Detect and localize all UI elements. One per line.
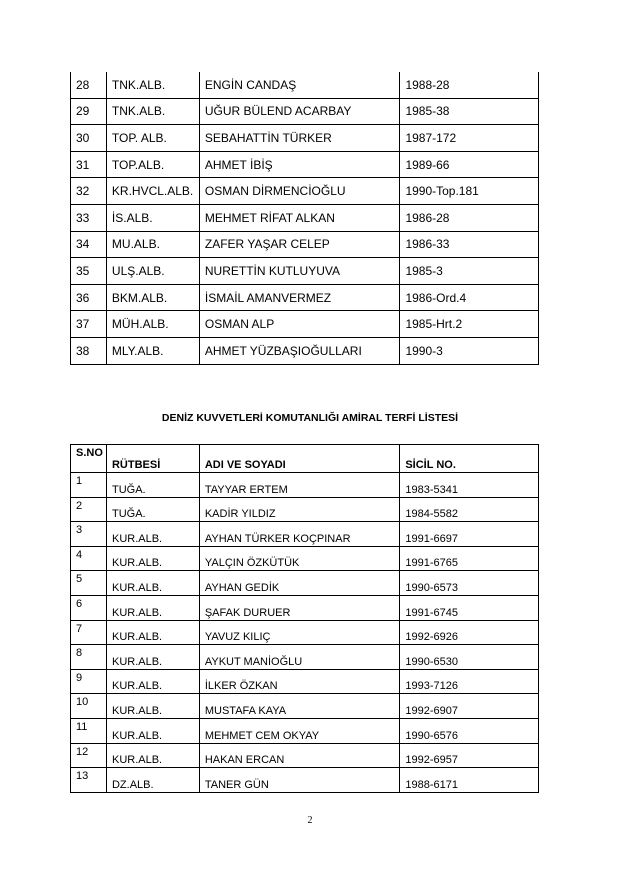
cell-registry: 1986-28	[400, 204, 539, 231]
cell-rank: KUR.ALB.	[106, 669, 199, 694]
cell-name: KADİR YILDIZ	[199, 497, 400, 522]
cell-registry: 1991-6765	[400, 546, 539, 571]
cell-sno: 4	[71, 546, 107, 571]
cell-registry: 1991-6745	[400, 595, 539, 620]
cell-rank: KUR.ALB.	[106, 743, 199, 768]
cell-rank: KUR.ALB.	[106, 546, 199, 571]
cell-registry: 1985-Hrt.2	[400, 311, 539, 338]
cell-name: TAYYAR ERTEM	[199, 473, 400, 498]
cell-registry: 1990-6573	[400, 571, 539, 596]
cell-name: AYHAN GEDİK	[199, 571, 400, 596]
table-row	[71, 337, 539, 364]
table-row	[71, 620, 539, 645]
cell-rank: MÜH.ALB.	[106, 311, 199, 338]
cell-registry: 1988-28	[400, 72, 539, 98]
cell-sno: 7	[71, 620, 107, 645]
cell-name: AYHAN TÜRKER KOÇPINAR	[199, 522, 400, 547]
table-row	[71, 125, 539, 152]
table-header-row	[71, 445, 539, 473]
cell-sno: 11	[71, 718, 107, 743]
table-row	[71, 72, 539, 98]
cell-registry: 1993-7126	[400, 669, 539, 694]
page-number: 2	[307, 815, 313, 826]
cell-name: AHMET YÜZBAŞIOĞULLARI	[199, 337, 400, 364]
cell-rank: KUR.ALB.	[106, 718, 199, 743]
cell-rank: TNK.ALB.	[106, 72, 199, 98]
cell-registry: 1990-6530	[400, 645, 539, 670]
cell-sno: 31	[71, 151, 107, 178]
cell-rank: KUR.ALB.	[106, 522, 199, 547]
cell-rank: MU.ALB.	[106, 231, 199, 258]
cell-name: OSMAN ALP	[199, 311, 400, 338]
cell-name: AHMET İBİŞ	[199, 151, 400, 178]
cell-sno: 13	[71, 768, 107, 793]
cell-registry: 1992-6926	[400, 620, 539, 645]
cell-name: NURETTİN KUTLUYUVA	[199, 258, 400, 285]
cell-rank: TOP. ALB.	[106, 125, 199, 152]
cell-sno: 28	[71, 72, 107, 98]
cell-sno: 35	[71, 258, 107, 285]
table-row	[71, 151, 539, 178]
cell-sno: 12	[71, 743, 107, 768]
cell-sno: 38	[71, 337, 107, 364]
cell-registry: 1986-33	[400, 231, 539, 258]
cell-name: ZAFER YAŞAR CELEP	[199, 231, 400, 258]
table-row	[71, 694, 539, 719]
table-row	[71, 204, 539, 231]
table-row	[71, 718, 539, 743]
cell-sno: 5	[71, 571, 107, 596]
cell-registry: 1986-Ord.4	[400, 284, 539, 311]
cell-rank: DZ.ALB.	[106, 768, 199, 793]
cell-name: ŞAFAK DURUER	[199, 595, 400, 620]
cell-name: AYKUT MANİOĞLU	[199, 645, 400, 670]
cell-rank: MLY.ALB.	[106, 337, 199, 364]
cell-name: OSMAN DİRMENCİOĞLU	[199, 178, 400, 205]
cell-sno: 10	[71, 694, 107, 719]
promotion-table-continued	[70, 72, 539, 365]
section-title: DENİZ KUVVETLERİ KOMUTANLIĞI AMİRAL TERFİ LİSTESİ	[161, 412, 459, 424]
cell-sno: 32	[71, 178, 107, 205]
cell-registry: 1987-172	[400, 125, 539, 152]
cell-registry: 1992-6907	[400, 694, 539, 719]
cell-name: MEHMET RİFAT ALKAN	[199, 204, 400, 231]
cell-name: MEHMET CEM OKYAY	[199, 718, 400, 743]
cell-sno: 6	[71, 595, 107, 620]
table-row	[71, 571, 539, 596]
table-row	[71, 178, 539, 205]
cell-rank: TUĞA.	[106, 473, 199, 498]
table-row	[71, 768, 539, 793]
cell-rank: TOP.ALB.	[106, 151, 199, 178]
header-rank: RÜTBESİ	[106, 445, 199, 473]
cell-name: YALÇIN ÖZKÜTÜK	[199, 546, 400, 571]
header-registry: SİCİL NO.	[400, 445, 539, 473]
cell-rank: İS.ALB.	[106, 204, 199, 231]
table-row	[71, 311, 539, 338]
cell-registry: 1989-66	[400, 151, 539, 178]
table-row	[71, 258, 539, 285]
cell-name: TANER GÜN	[199, 768, 400, 793]
cell-registry: 1992-6957	[400, 743, 539, 768]
cell-rank: TUĞA.	[106, 497, 199, 522]
cell-name: MUSTAFA KAYA	[199, 694, 400, 719]
cell-sno: 8	[71, 645, 107, 670]
table-row	[71, 231, 539, 258]
cell-registry: 1985-38	[400, 98, 539, 125]
cell-sno: 3	[71, 522, 107, 547]
cell-rank: KUR.ALB.	[106, 595, 199, 620]
table-row	[71, 522, 539, 547]
cell-name: ENGİN CANDAŞ	[199, 72, 400, 98]
table-row	[71, 645, 539, 670]
table1-body	[71, 72, 539, 364]
cell-registry: 1990-Top.181	[400, 178, 539, 205]
cell-rank: KUR.ALB.	[106, 694, 199, 719]
cell-sno: 1	[71, 473, 107, 498]
cell-sno: 33	[71, 204, 107, 231]
table-row	[71, 595, 539, 620]
table-row	[71, 98, 539, 125]
cell-sno: 36	[71, 284, 107, 311]
cell-sno: 37	[71, 311, 107, 338]
table2-body	[71, 473, 539, 793]
table-row	[71, 473, 539, 498]
header-sno: S.NO	[71, 445, 107, 473]
cell-name: SEBAHATTİN TÜRKER	[199, 125, 400, 152]
cell-sno: 29	[71, 98, 107, 125]
cell-registry: 1983-5341	[400, 473, 539, 498]
cell-rank: BKM.ALB.	[106, 284, 199, 311]
cell-name: İSMAİL AMANVERMEZ	[199, 284, 400, 311]
header-name: ADI VE SOYADI	[199, 445, 400, 473]
cell-sno: 2	[71, 497, 107, 522]
cell-rank: KUR.ALB.	[106, 645, 199, 670]
table-row	[71, 497, 539, 522]
cell-rank: TNK.ALB.	[106, 98, 199, 125]
cell-name: YAVUZ KILIÇ	[199, 620, 400, 645]
cell-registry: 1990-6576	[400, 718, 539, 743]
table-row	[71, 669, 539, 694]
navy-admiral-promotion-table	[70, 444, 539, 793]
cell-registry: 1988-6171	[400, 768, 539, 793]
cell-name: UĞUR BÜLEND ACARBAY	[199, 98, 400, 125]
cell-sno: 9	[71, 669, 107, 694]
cell-name: İLKER ÖZKAN	[199, 669, 400, 694]
cell-registry: 1984-5582	[400, 497, 539, 522]
cell-registry: 1990-3	[400, 337, 539, 364]
table-row	[71, 546, 539, 571]
table-row	[71, 284, 539, 311]
cell-sno: 30	[71, 125, 107, 152]
cell-rank: KR.HVCL.ALB.	[106, 178, 199, 205]
cell-rank: KUR.ALB.	[106, 571, 199, 596]
table-row	[71, 743, 539, 768]
cell-name: HAKAN ERCAN	[199, 743, 400, 768]
cell-sno: 34	[71, 231, 107, 258]
cell-registry: 1991-6697	[400, 522, 539, 547]
cell-rank: ULŞ.ALB.	[106, 258, 199, 285]
cell-registry: 1985-3	[400, 258, 539, 285]
cell-rank: KUR.ALB.	[106, 620, 199, 645]
